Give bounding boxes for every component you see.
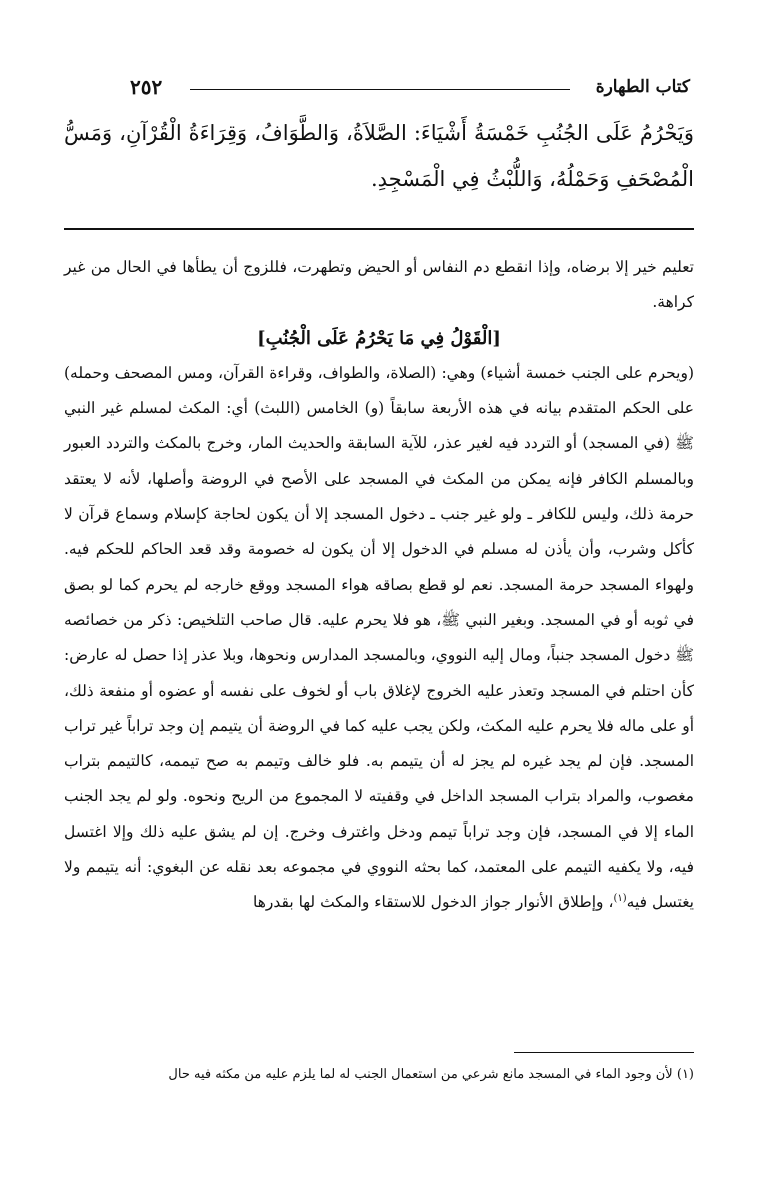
book-title: كتاب الطهارة [595,77,690,97]
commentary-body [64,250,694,921]
running-header [60,74,690,100]
main-paragraph [64,356,694,921]
section-heading: [الْقَوْلُ فِي مَا يَحْرُمُ عَلَى الْجُنُبِ] [257,327,501,349]
footnote-separator [514,1052,694,1053]
header-rule [190,89,570,90]
footnote-1: (١) لأن وجود الماء في المسجد مانع شرعي من استعمال الجنب له لما يلزم عليه من مكثه فيه حال [168,1067,694,1082]
main-paragraph-text: (ويحرم على الجنب خمسة أشياء) وهي: (الصلاة، والطواف، وقراءة القرآن، ومس المصحف وحمله) على الحكم المتقدم بيانه في هذه الأربعة سابقاً (و) الخامس (اللبث) أي: المكث لمسلم غير النبي ﷺ (في المسجد) أو التردد فيه لغير عذر، للآية السابقة والحديث المار، وخرج بالمكث والتردد العبور وبالمسلم الكافر فإنه يمكن من المكث في المسجد على الأصح في الروضة وأصلها، لأنه لا يعتقد حرمة ذلك، وليس للكافر ـ ولو غير جنب ـ دخول المسجد إلا أن يكون لحاجة كإسلام وسماع قرآن لا كأكل وشرب، وأن يأذن له مسلم في الدخول إلا أن يكون له خصومة وقد قعد الحاكم للحكم فيه. ولهواء المسجد حرمة المسجد. نعم لو قطع بصاقه هواء المسجد ووقع خارجه لم يحرم كما لو بصق في ثوبه أو في المسجد. وبغير النبي ﷺ، هو فلا يحرم عليه. قال صاحب التلخيص: ذكر من خصائصه ﷺ دخول المسجد جنباً، ومال إليه النووي، وبالمسجد المدارس ونحوها، وبلا عذر إذا حصل له عارض: كأن احتلم في المسجد وتعذر عليه الخروج لإغلاق باب أو لخوف على نفسه أو عضوه أو منفعة ذلك، أو على ماله فلا يحرم عليه المكث، ولكن يجب عليه كما في الروضة أن يتيمم إن وجد تراباً غير تراب المسجد. فإن لم يجد غيره لم يجز له أن يتيمم به. فلو خالف وتيمم به صح تيممه، كالتيمم بتراب مغصوب، والمراد بتراب المسجد الداخل في وقفيته لا المجموع من الريح ونحوه. ولو لم يجد الجنب الماء إلا في المسجد، فإن وجد تراباً تيمم ودخل واغترف وخرج. إن لم يشق عليه ذلك وإلا اغتسل فيه، ولا يكفيه التيمم على المعتمد، كما بحثه النووي في مجموعه بعد نقله عن البغوي: أنه يتيمم ولا يغتسل فيه [64,363,694,912]
intro-paragraph: تعليم خير إلا برضاه، وإذا انقطع دم النفاس أو الحيض وتطهرت، فللزوج أن يطأها في الحال من غير كراهة. [64,258,694,312]
main-paragraph-end: ، وإطلاق الأنوار جواز الدخول للاستقاء والمكث لها بقدرها [252,893,614,912]
footnote-marker: (١) [613,893,627,905]
matn-separator [64,228,694,230]
matn-text: وَيَحْرُمُ عَلَى الجُنُبِ خَمْسَةُ أَشْيَاءَ: الصَّلاَةُ، وَالطَّوَافُ، وَقِرَاءَةُ الْقُرْآنِ، وَمَسُّ الْمُصْحَفِ وَحَمْلُهُ، وَاللُّبْثُ فِي الْمَسْجِدِ. [64,121,694,191]
page-number: ٢٥٢ [130,75,163,99]
